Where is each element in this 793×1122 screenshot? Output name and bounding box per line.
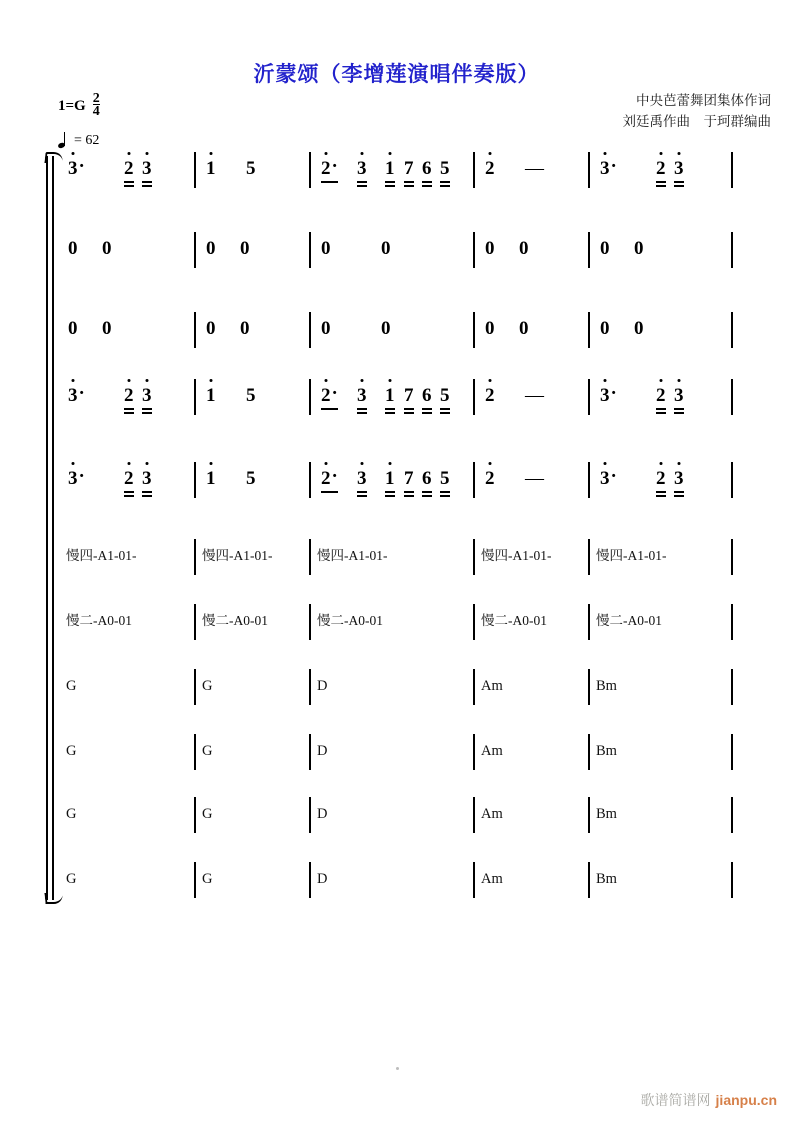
measure-rest bbox=[596, 238, 756, 268]
rest-zero: 0 bbox=[206, 238, 216, 259]
measure-melody bbox=[317, 468, 477, 498]
jianpu-note bbox=[321, 385, 338, 407]
octave-dot-icon bbox=[209, 152, 212, 155]
jianpu-note bbox=[656, 385, 666, 407]
octave-dot-icon bbox=[659, 152, 662, 155]
octave-dot-icon bbox=[127, 462, 130, 465]
chord-symbol: D bbox=[317, 871, 328, 887]
barline bbox=[473, 604, 475, 640]
barline bbox=[194, 604, 196, 640]
jianpu-note bbox=[68, 385, 85, 407]
octave-dot-icon bbox=[677, 462, 680, 465]
octave-dot-icon bbox=[145, 462, 148, 465]
note-number: 2 bbox=[485, 158, 495, 180]
note-number: 3 bbox=[142, 468, 152, 490]
chord-line-2 bbox=[62, 740, 734, 778]
chord-symbol: G bbox=[66, 743, 77, 759]
meter-numerator: 2 bbox=[92, 91, 100, 106]
barline bbox=[731, 797, 733, 833]
jianpu-note bbox=[124, 468, 134, 490]
rest-zero: 0 bbox=[68, 238, 78, 259]
note-number: 3 bbox=[142, 158, 152, 180]
rest-zero: 0 bbox=[634, 238, 644, 259]
note-number: 3 bbox=[674, 158, 684, 180]
note-number: 2 bbox=[321, 158, 331, 180]
octave-dot-icon bbox=[145, 152, 148, 155]
rest-zero: 0 bbox=[381, 238, 391, 259]
octave-dot-icon bbox=[71, 152, 74, 155]
duration-dot: · bbox=[78, 156, 85, 177]
chord-line-1 bbox=[62, 675, 734, 713]
duration-dot: · bbox=[331, 466, 338, 487]
note-number: 3 bbox=[674, 468, 684, 490]
note-number: 3 bbox=[357, 158, 367, 180]
chord-symbol: G bbox=[202, 806, 213, 822]
note-number: 5 bbox=[246, 468, 256, 489]
chord-symbol: Bm bbox=[596, 743, 617, 759]
jianpu-note bbox=[357, 158, 367, 180]
jianpu-note bbox=[385, 385, 395, 407]
rhythm-pattern-label: 慢二-A0-01 bbox=[66, 613, 132, 628]
rest-zero: 0 bbox=[240, 238, 250, 259]
rest-zero: 0 bbox=[600, 238, 610, 259]
jianpu-note bbox=[142, 468, 152, 490]
octave-dot-icon bbox=[488, 379, 491, 382]
jianpu-note bbox=[142, 158, 152, 180]
rest-zero: 0 bbox=[519, 238, 529, 259]
rhythm-pattern-label: 慢四-A1-01- bbox=[202, 548, 273, 563]
octave-dot-icon bbox=[209, 379, 212, 382]
barline bbox=[194, 734, 196, 770]
chord-symbol: D bbox=[317, 743, 328, 759]
barline bbox=[731, 604, 733, 640]
jianpu-note bbox=[422, 385, 432, 407]
barline bbox=[473, 797, 475, 833]
note-number: 5 bbox=[246, 158, 256, 179]
chord-symbol: G bbox=[202, 871, 213, 887]
octave-dot-icon bbox=[488, 462, 491, 465]
measure-melody bbox=[596, 385, 756, 415]
jianpu-note bbox=[404, 385, 414, 407]
note-number: 5 bbox=[440, 468, 450, 489]
jianpu-note bbox=[321, 158, 338, 180]
duration-dot: · bbox=[78, 383, 85, 404]
note-number: 3 bbox=[600, 385, 610, 407]
note-number: 3 bbox=[600, 468, 610, 490]
chord-symbol: G bbox=[202, 743, 213, 759]
barline bbox=[309, 604, 311, 640]
octave-dot-icon bbox=[145, 379, 148, 382]
note-number: 2 bbox=[124, 158, 134, 180]
system-brace bbox=[40, 152, 62, 904]
rhythm-line-2 bbox=[62, 610, 734, 648]
barline bbox=[731, 862, 733, 898]
barline bbox=[194, 539, 196, 575]
note-number: 2 bbox=[124, 468, 134, 490]
barline bbox=[588, 539, 590, 575]
jianpu-note bbox=[206, 385, 216, 407]
jianpu-note bbox=[440, 158, 450, 180]
barline bbox=[588, 734, 590, 770]
measure-melody bbox=[317, 385, 477, 415]
duration-dot: · bbox=[610, 466, 617, 487]
jianpu-note bbox=[385, 468, 395, 490]
key-label: 1=G bbox=[58, 97, 86, 114]
jianpu-note bbox=[404, 468, 414, 490]
note-number: 2 bbox=[656, 158, 666, 180]
note-number: 3 bbox=[68, 158, 78, 180]
measure-melody bbox=[596, 158, 756, 188]
barline bbox=[309, 862, 311, 898]
rest-line-1 bbox=[62, 238, 734, 276]
note-number: 5 bbox=[440, 385, 450, 406]
note-number: 1 bbox=[385, 468, 395, 490]
note-number: 3 bbox=[357, 385, 367, 407]
rest-zero: 0 bbox=[519, 318, 529, 339]
note-number: 5 bbox=[440, 158, 450, 179]
page-center-dot bbox=[396, 1067, 399, 1070]
melody-line-2 bbox=[62, 385, 734, 423]
note-number: 6 bbox=[422, 385, 432, 406]
chord-symbol: Bm bbox=[596, 678, 617, 694]
watermark-cn: 歌谱简谱网 bbox=[640, 1094, 711, 1109]
barline bbox=[588, 669, 590, 705]
barline bbox=[309, 539, 311, 575]
jianpu-note bbox=[142, 385, 152, 407]
octave-dot-icon bbox=[603, 379, 606, 382]
jianpu-note bbox=[422, 468, 432, 490]
rest-zero: 0 bbox=[102, 238, 112, 259]
measure-rest bbox=[317, 318, 477, 348]
jianpu-note bbox=[656, 468, 666, 490]
octave-dot-icon bbox=[324, 152, 327, 155]
chord-symbol: G bbox=[66, 806, 77, 822]
measure-rest bbox=[317, 238, 477, 268]
chord-line-3 bbox=[62, 803, 734, 841]
rest-zero: 0 bbox=[485, 238, 495, 259]
jianpu-note bbox=[485, 158, 495, 180]
jianpu-note bbox=[600, 385, 617, 407]
note-number: 2 bbox=[321, 468, 331, 490]
barline bbox=[473, 669, 475, 705]
rest-zero: 0 bbox=[68, 318, 78, 339]
note-number: 1 bbox=[385, 385, 395, 407]
jianpu-note bbox=[385, 158, 395, 180]
jianpu-note bbox=[357, 385, 367, 407]
octave-dot-icon bbox=[388, 152, 391, 155]
rest-zero: 0 bbox=[102, 318, 112, 339]
rhythm-pattern-label: 慢四-A1-01- bbox=[481, 548, 552, 563]
octave-dot-icon bbox=[677, 152, 680, 155]
octave-dot-icon bbox=[360, 379, 363, 382]
rest-zero: 0 bbox=[381, 318, 391, 339]
rhythm-pattern-label: 慢四-A1-01- bbox=[66, 548, 137, 563]
time-signature bbox=[93, 93, 100, 117]
note-dash: — bbox=[525, 158, 544, 179]
rest-zero: 0 bbox=[634, 318, 644, 339]
rest-zero: 0 bbox=[206, 318, 216, 339]
barline bbox=[731, 669, 733, 705]
rest-zero: 0 bbox=[600, 318, 610, 339]
barline bbox=[473, 862, 475, 898]
jianpu-note bbox=[124, 158, 134, 180]
chord-symbol: G bbox=[66, 871, 77, 887]
jianpu-note bbox=[124, 385, 134, 407]
jianpu-note bbox=[422, 158, 432, 180]
note-number: 1 bbox=[206, 468, 216, 490]
jianpu-note bbox=[674, 158, 684, 180]
octave-dot-icon bbox=[127, 152, 130, 155]
tempo-marking bbox=[58, 133, 99, 149]
note-number: 3 bbox=[68, 468, 78, 490]
chord-symbol: Bm bbox=[596, 871, 617, 887]
note-number: 7 bbox=[404, 385, 414, 406]
note-dash: — bbox=[525, 385, 544, 406]
note-number: 3 bbox=[674, 385, 684, 407]
note-number: 3 bbox=[600, 158, 610, 180]
rest-zero: 0 bbox=[321, 318, 331, 339]
chord-symbol: Am bbox=[481, 678, 503, 694]
credits-block bbox=[623, 90, 772, 132]
chord-line-4 bbox=[62, 868, 734, 906]
rhythm-pattern-label: 慢二-A0-01 bbox=[596, 613, 662, 628]
note-number: 7 bbox=[404, 468, 414, 489]
octave-dot-icon bbox=[603, 462, 606, 465]
barline bbox=[731, 734, 733, 770]
note-number: 7 bbox=[404, 158, 414, 179]
jianpu-note bbox=[206, 468, 216, 490]
barline bbox=[473, 539, 475, 575]
rhythm-pattern-label: 慢二-A0-01 bbox=[202, 613, 268, 628]
note-number: 3 bbox=[357, 468, 367, 490]
jianpu-note bbox=[656, 158, 666, 180]
note-number: 1 bbox=[385, 158, 395, 180]
chord-symbol: Am bbox=[481, 871, 503, 887]
rhythm-pattern-label: 慢四-A1-01- bbox=[596, 548, 667, 563]
quarter-note-icon bbox=[58, 133, 70, 149]
chord-symbol: D bbox=[317, 806, 328, 822]
jianpu-note bbox=[600, 158, 617, 180]
note-number: 5 bbox=[246, 385, 256, 406]
octave-dot-icon bbox=[324, 379, 327, 382]
octave-dot-icon bbox=[603, 152, 606, 155]
barline bbox=[194, 862, 196, 898]
octave-dot-icon bbox=[488, 152, 491, 155]
jianpu-note bbox=[440, 468, 450, 490]
note-number: 1 bbox=[206, 385, 216, 407]
jianpu-note bbox=[674, 385, 684, 407]
page-title: 沂蒙颂（李增莲演唱伴奏版） bbox=[253, 63, 540, 86]
rhythm-pattern-label: 慢二-A0-01 bbox=[481, 613, 547, 628]
jianpu-note bbox=[485, 468, 495, 490]
octave-dot-icon bbox=[360, 462, 363, 465]
note-number: 2 bbox=[656, 468, 666, 490]
rest-zero: 0 bbox=[240, 318, 250, 339]
chord-symbol: Bm bbox=[596, 806, 617, 822]
octave-dot-icon bbox=[659, 462, 662, 465]
duration-dot: · bbox=[331, 156, 338, 177]
octave-dot-icon bbox=[127, 379, 130, 382]
octave-dot-icon bbox=[324, 462, 327, 465]
barline bbox=[473, 734, 475, 770]
jianpu-note bbox=[440, 385, 450, 407]
note-number: 2 bbox=[124, 385, 134, 407]
chord-symbol: Am bbox=[481, 806, 503, 822]
watermark-en: jianpu.cn bbox=[715, 1092, 777, 1108]
credit-composer: 刘廷禹作曲 于珂群编曲 bbox=[622, 114, 771, 129]
credit-lyricist: 中央芭蕾舞团集体作词 bbox=[636, 93, 771, 108]
octave-dot-icon bbox=[659, 379, 662, 382]
note-number: 2 bbox=[485, 468, 495, 490]
rhythm-pattern-label: 慢四-A1-01- bbox=[317, 548, 388, 563]
barline bbox=[194, 669, 196, 705]
rhythm-pattern-label: 慢二-A0-01 bbox=[317, 613, 383, 628]
barline bbox=[309, 797, 311, 833]
barline bbox=[309, 669, 311, 705]
octave-dot-icon bbox=[71, 379, 74, 382]
brace-hook-bottom bbox=[44, 893, 63, 904]
octave-dot-icon bbox=[71, 462, 74, 465]
note-number: 6 bbox=[422, 158, 432, 179]
tempo-value: = 62 bbox=[74, 133, 100, 148]
jianpu-note bbox=[357, 468, 367, 490]
measure-melody bbox=[317, 158, 477, 188]
melody-line-3 bbox=[62, 468, 734, 506]
measure-melody bbox=[596, 468, 756, 498]
jianpu-note bbox=[404, 158, 414, 180]
octave-dot-icon bbox=[677, 379, 680, 382]
chord-symbol: G bbox=[66, 678, 77, 694]
rest-line-2 bbox=[62, 318, 734, 356]
chord-symbol: Am bbox=[481, 743, 503, 759]
barline bbox=[588, 862, 590, 898]
watermark bbox=[641, 1090, 777, 1110]
key-signature bbox=[58, 91, 100, 119]
barline bbox=[194, 797, 196, 833]
jianpu-note bbox=[68, 158, 85, 180]
jianpu-note bbox=[68, 468, 85, 490]
octave-dot-icon bbox=[209, 462, 212, 465]
rest-zero: 0 bbox=[485, 318, 495, 339]
rhythm-line-1 bbox=[62, 545, 734, 583]
barline bbox=[588, 604, 590, 640]
note-number: 3 bbox=[142, 385, 152, 407]
barline bbox=[588, 797, 590, 833]
meter-denominator: 4 bbox=[92, 104, 100, 119]
duration-dot: · bbox=[331, 383, 338, 404]
octave-dot-icon bbox=[388, 379, 391, 382]
chord-symbol: G bbox=[202, 678, 213, 694]
note-number: 2 bbox=[485, 385, 495, 407]
note-number: 1 bbox=[206, 158, 216, 180]
octave-dot-icon bbox=[360, 152, 363, 155]
note-number: 3 bbox=[68, 385, 78, 407]
note-number: 6 bbox=[422, 468, 432, 489]
measure-rest bbox=[596, 318, 756, 348]
jianpu-note bbox=[600, 468, 617, 490]
jianpu-note bbox=[206, 158, 216, 180]
duration-dot: · bbox=[610, 383, 617, 404]
barline bbox=[731, 539, 733, 575]
jianpu-note bbox=[485, 385, 495, 407]
note-number: 2 bbox=[321, 385, 331, 407]
jianpu-note bbox=[246, 158, 256, 180]
note-number: 2 bbox=[656, 385, 666, 407]
rest-zero: 0 bbox=[321, 238, 331, 259]
octave-dot-icon bbox=[388, 462, 391, 465]
chord-symbol: D bbox=[317, 678, 328, 694]
barline bbox=[309, 734, 311, 770]
jianpu-note bbox=[321, 468, 338, 490]
note-dash: — bbox=[525, 468, 544, 489]
duration-dot: · bbox=[78, 466, 85, 487]
jianpu-note bbox=[246, 468, 256, 490]
duration-dot: · bbox=[610, 156, 617, 177]
melody-line-1 bbox=[62, 158, 734, 196]
jianpu-note bbox=[674, 468, 684, 490]
jianpu-note bbox=[246, 385, 256, 407]
